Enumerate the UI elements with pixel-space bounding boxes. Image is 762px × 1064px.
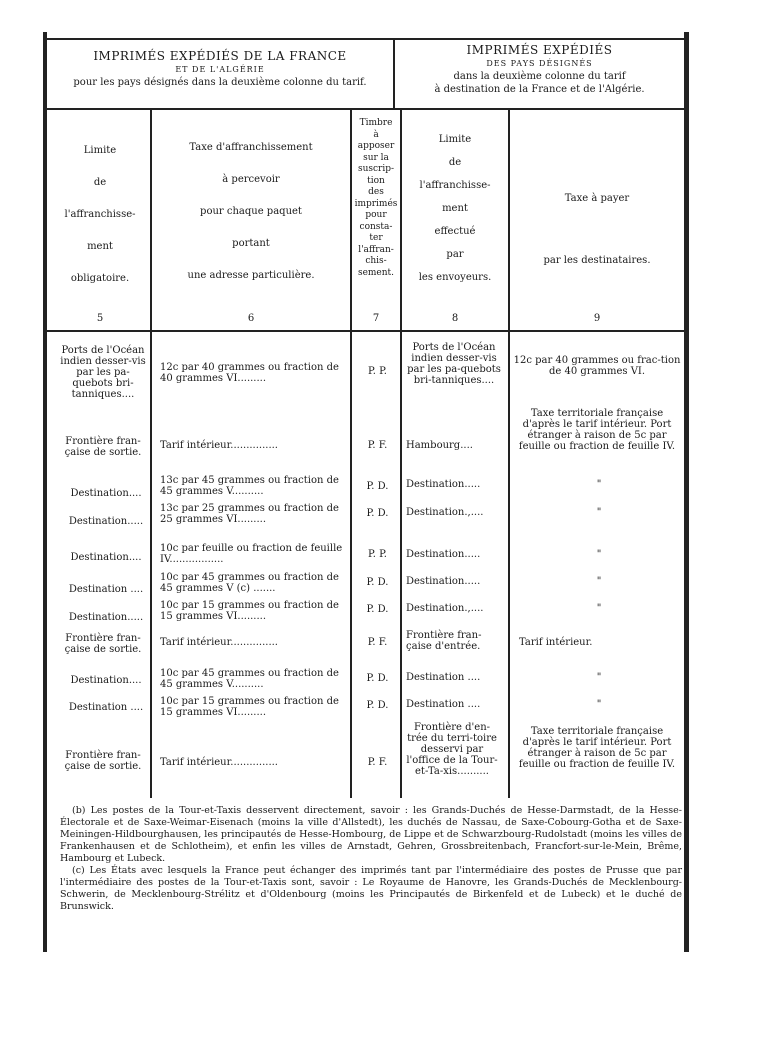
- right-header-note-2: à destination de la France et de l'Algérie.: [434, 84, 645, 95]
- row-11-c7: P. F.: [367, 757, 388, 768]
- row-11-c6: Tarif intérieur...............: [160, 757, 278, 768]
- row-6-c5: Destination ....: [68, 584, 144, 595]
- row-7-c7: P. D.: [366, 604, 389, 615]
- col8-line: l'affranchisse-: [419, 180, 491, 191]
- col8-line: de: [448, 157, 462, 168]
- row-10-c8: Destination ....: [406, 699, 481, 710]
- row-4-c8: Destination.,....: [406, 507, 484, 518]
- row-10-c7: P. D.: [366, 700, 389, 711]
- row-6-c9: ": [596, 576, 602, 587]
- col7-line: l'affran-: [358, 244, 394, 255]
- col7-line: sur la: [363, 152, 389, 163]
- row-7-c5: Destination.....: [68, 612, 144, 623]
- col8-number: 8: [451, 313, 459, 324]
- col7-line: chis-: [365, 256, 387, 266]
- row-2-c5: Frontière fran-çaise de sortie.: [64, 436, 142, 458]
- row-5-c9: ": [596, 549, 602, 560]
- row-5-c6: 10c par feuille ou fraction de feuille IV.................: [160, 543, 343, 565]
- col6-line: une adresse particulière.: [187, 270, 315, 281]
- right-header-subtitle: DES PAYS DÉSIGNÉS: [486, 59, 593, 68]
- row-1-c7: P. P.: [368, 366, 387, 377]
- col5-line: de: [93, 177, 107, 188]
- col6-header: [152, 132, 350, 292]
- row-8-c7: P. F.: [367, 637, 388, 648]
- col5-number: 5: [96, 313, 104, 324]
- row-7-c9: ": [596, 603, 602, 614]
- row-11-c9: Taxe territoriale française d'après le tarif intérieur. Port étranger à raison de 5c par feuille ou fraction de feuille IV.: [518, 726, 676, 770]
- row-1-c8: Ports de l'Océan indien desser-vis par les pa-quebots bri-tanniques....: [407, 342, 501, 386]
- row-5-c8: Destination.....: [406, 549, 481, 560]
- row-6-c7: P. D.: [366, 577, 389, 588]
- col9-line: par les destinataires.: [543, 255, 651, 266]
- row-2-c9: Taxe territoriale française d'après le tarif intérieur. Port étranger à raison de 5c par feuille ou fraction de feuille IV.: [518, 408, 676, 452]
- col8-line: ment: [442, 203, 468, 214]
- col5-line: ment: [87, 241, 113, 252]
- row-4-c7: P. D.: [366, 508, 389, 519]
- col5-line: Limite: [83, 145, 117, 156]
- col8-header: [402, 128, 508, 289]
- header-rule: [47, 108, 684, 110]
- row-2-c6: Tarif intérieur...............: [160, 440, 278, 451]
- col9-line: Taxe à payer: [564, 193, 630, 204]
- row-7-c6: 10c par 15 grammes ou fraction de 15 grammes VI.........: [160, 600, 339, 622]
- row-11-c5: Frontière fran-çaise de sortie.: [64, 750, 142, 772]
- col5-header: [50, 135, 150, 295]
- left-border: [43, 32, 47, 952]
- row-8-c9: Tarif intérieur.: [519, 637, 593, 648]
- col8-line: effectué: [434, 226, 476, 237]
- col6-line: à percevoir: [222, 174, 280, 185]
- footnotes: [60, 805, 682, 913]
- row-6-c6: 10c par 45 grammes ou fraction de 45 grammes V (c) .......: [160, 572, 339, 594]
- row-3-c6: 13c par 45 grammes ou fraction de 45 grammes V..........: [160, 475, 339, 497]
- col8-line: Limite: [438, 134, 472, 145]
- left-header-subtitle: ET DE L'ALGÉRIE: [175, 65, 265, 74]
- col7-line: tion: [367, 175, 385, 186]
- row-11-c8: Frontière d'en-trée du terri-toire desservi par l'office de la Tour-et-Ta-xis..........: [406, 722, 498, 777]
- row-4-c9: ": [596, 507, 602, 518]
- row-10-c6: 10c par 15 grammes ou fraction de 15 grammes VI.........: [160, 696, 339, 718]
- left-header: [47, 50, 393, 89]
- right-border: [684, 32, 689, 952]
- col7-number: 7: [372, 313, 380, 324]
- row-9-c6: 10c par 45 grammes ou fraction de 45 grammes V..........: [160, 668, 339, 690]
- left-header-title: IMPRIMÉS EXPÉDIÉS DE LA FRANCE: [93, 49, 347, 63]
- col8-line: par: [446, 249, 464, 260]
- col6-line: pour chaque paquet: [200, 206, 302, 217]
- row-10-c9: ": [596, 699, 602, 710]
- col7-line: suscrip-: [357, 164, 395, 174]
- footnote-c: (c) Les États avec lesquels la France peut échanger des imprimés tant par l'intermédiaire des postes de Prusse que par l'intermédiaire des postes de la Tour-et-Taxis sont, savoir : Le Royaume de Hanovre, les Grands-Duchés de Mecklenbourg-Schwerin, de Mecklenbourg-Strélitz et d'Oldenbourg (moins les Principautés de Birkenfeld et de Lubeck) et le duché de Brunswick.: [60, 865, 682, 912]
- footnote-b: (b) Les postes de la Tour-et-Taxis desservent directement, savoir : les Grands-Duchés de Hesse-Darmstadt, de la Hesse-Électorale et de Saxe-Weimar-Eisenach (moins la ville d'Allstedt), les duchés de Nassau, de Saxe-Cobourg-Gotha et de Saxe-Meiningen-Hildbourghausen, les principautés de Hesse-Hombourg, de Lippe et de Schwarzbourg-Rudolstadt (moins les villes de Frankenhausen et de Schlotheim), et enfin les villes de Arnstadt, Gehren, Grossbreitenbach, Francfort-sur-le-Mein, Brême, Hambourg et Lubeck.: [60, 805, 682, 864]
- row-9-c7: P. D.: [366, 673, 389, 684]
- col9-header: [510, 168, 684, 292]
- right-header-note-1: dans la deuxième colonne du tarif: [453, 71, 626, 82]
- row-3-c5: Destination....: [70, 488, 142, 499]
- col5-line: obligatoire.: [70, 273, 130, 284]
- col7-line: ter: [369, 233, 383, 243]
- column-header-rule: [47, 330, 684, 332]
- col7-line: consta-: [359, 221, 393, 232]
- row-9-c8: Destination ....: [406, 672, 481, 683]
- col5-line: l'affranchisse-: [64, 209, 136, 220]
- col6-number: 6: [247, 313, 255, 324]
- row-3-c7: P. D.: [366, 481, 389, 492]
- col7-line: pour: [365, 210, 387, 220]
- right-header: [395, 44, 684, 96]
- row-5-c5: Destination....: [70, 552, 142, 563]
- col7-line: à: [373, 129, 379, 140]
- row-4-c5: Destination.....: [68, 516, 144, 527]
- row-8-c6: Tarif intérieur...............: [160, 637, 278, 648]
- row-4-c6: 13c par 25 grammes ou fraction de 25 grammes VI.........: [160, 503, 339, 525]
- row-8-c5: Frontière fran-çaise de sortie.: [64, 633, 142, 655]
- row-1-c6: 12c par 40 grammes ou fraction de 40 grammes VI.........: [160, 362, 339, 384]
- row-5-c7: P. P.: [368, 549, 387, 560]
- col7-header: [352, 118, 400, 279]
- row-7-c8: Destination.,....: [406, 603, 484, 614]
- row-9-c5: Destination....: [70, 675, 142, 686]
- row-8-c8: Frontière fran-çaise d'entrée.: [406, 630, 482, 652]
- row-3-c8: Destination.....: [406, 479, 481, 490]
- col6-line: Taxe d'affranchissement: [189, 142, 313, 153]
- right-header-title: IMPRIMÉS EXPÉDIÉS: [466, 43, 613, 57]
- col8-line: les envoyeurs.: [418, 272, 492, 283]
- top-rule: [47, 38, 684, 40]
- row-1-c9: 12c par 40 grammes ou frac-tion de 40 grammes VI.: [513, 355, 681, 377]
- row-1-c5: Ports de l'Océan indien desser-vis par les pa-quebots bri-tanniques....: [60, 345, 146, 400]
- col7-line: imprimés: [354, 198, 398, 209]
- row-6-c8: Destination.....: [406, 576, 481, 587]
- row-3-c9: ": [596, 479, 602, 490]
- col9-number: 9: [593, 313, 601, 324]
- col7-line: Timbre: [359, 118, 393, 128]
- row-2-c8: Hambourg....: [406, 440, 473, 451]
- col7-line: apposer: [357, 141, 395, 151]
- col6-line: portant: [232, 238, 270, 249]
- row-9-c9: ": [596, 672, 602, 683]
- col7-line: sement.: [357, 267, 395, 278]
- row-2-c7: P. F.: [367, 440, 388, 451]
- col7-line: des: [368, 187, 384, 197]
- left-header-note: pour les pays désignés dans la deuxième colonne du tarif.: [73, 77, 367, 88]
- row-10-c5: Destination ....: [68, 702, 144, 713]
